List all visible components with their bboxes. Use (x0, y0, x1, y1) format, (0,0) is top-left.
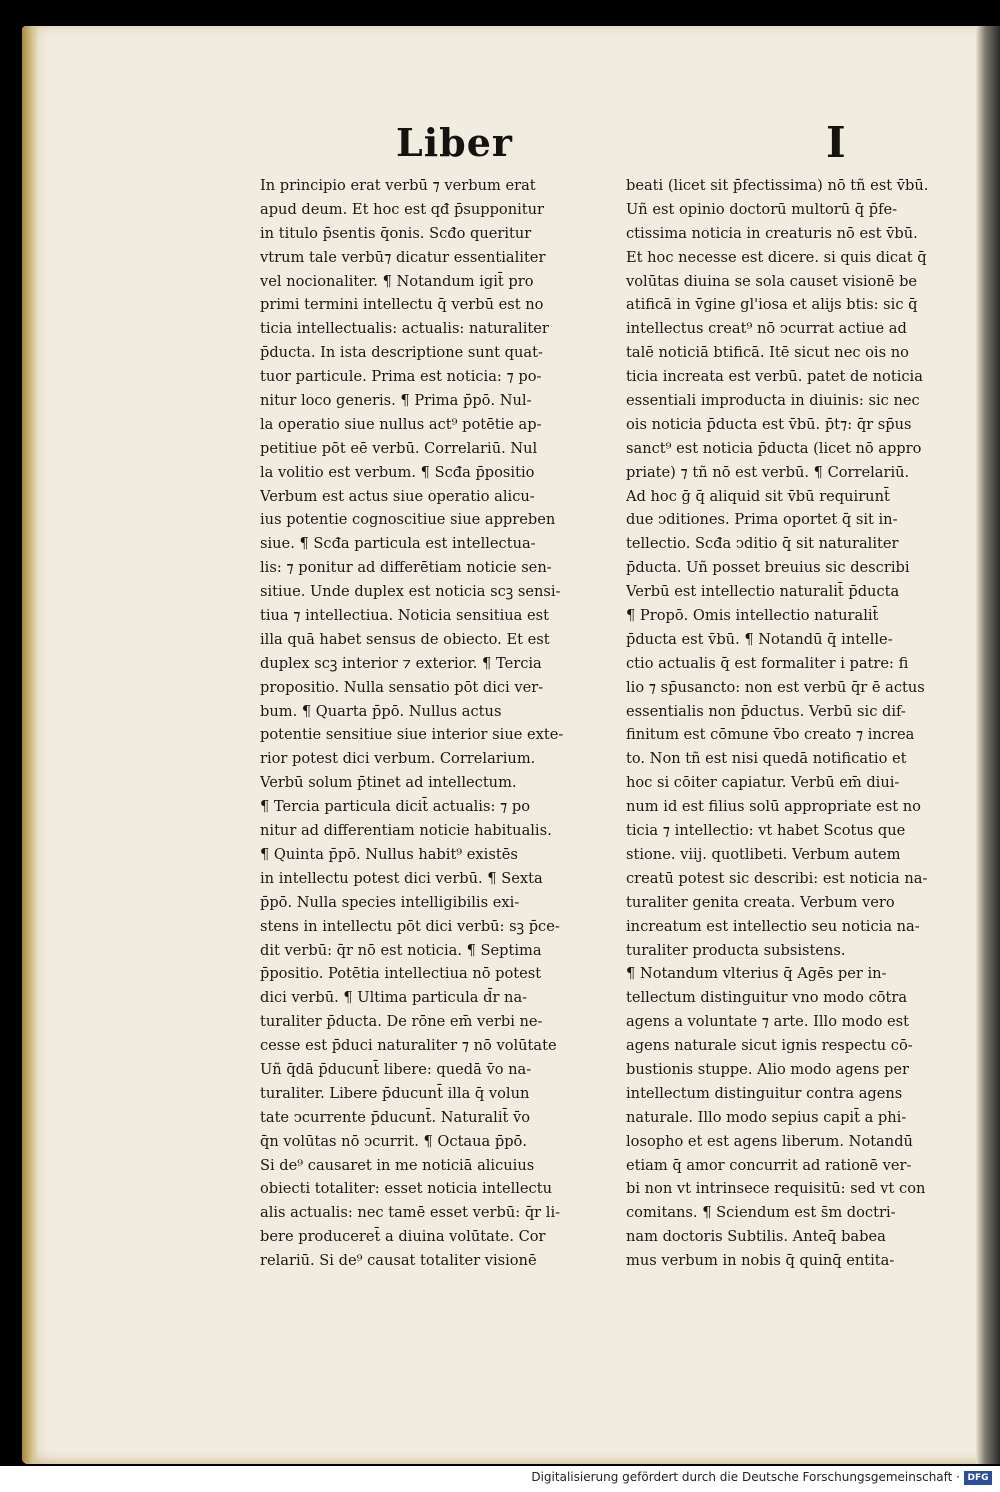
text-line: p̄ducta est v̄bū. ¶ Notandū q̄ intelle- (626, 630, 893, 648)
text-line: ctio actualis q̄ est formaliter i patre: fi (626, 654, 909, 672)
text-line: lis: ⁊ ponitur ad differētiam noticie sen- (260, 559, 552, 577)
text-line: ¶ Propō. Omis intellectio naturalit̄ (626, 607, 879, 625)
text-line: sitiue. Unde duplex est noticia scꝫ sensi- (260, 583, 561, 601)
text-line: turaliter p̄ducta. De rōne em̄ verbi ne- (260, 1013, 543, 1031)
text-line: vtrum tale verbū⁊ dicatur essentialiter (260, 248, 546, 266)
text-line: obiecti totaliter: esset noticia intellectu (260, 1180, 552, 1198)
text-line: turaliter. Libere p̄ducunt̄ illa q̄ volun (260, 1084, 530, 1102)
text-line: ois noticia p̄ducta est v̄bū. p̄t⁊: q̄r sp̄us (626, 415, 912, 433)
text-line: stens in intellectu pōt dici verbū: sꝫ p̄ce- (260, 917, 560, 935)
text-column-right (626, 174, 971, 1273)
text-line: dit verbū: q̄r nō est noticia. ¶ Septima (260, 941, 542, 959)
text-line: turaliter producta subsistens. (626, 941, 846, 959)
text-line: ius potentie cognoscitiue siue appreben (260, 511, 556, 529)
text-line: alis actualis: nec tamē esset verbū: q̄r li- (260, 1204, 561, 1222)
text-line: nam doctoris Subtilis. Anteq̄ babea (626, 1228, 886, 1246)
text-line: p̄pō. Nulla species intelligibilis exi- (260, 893, 520, 911)
text-line: Et hoc necesse est dicere. si quis dicat q̄ (626, 248, 927, 266)
text-line: duplex scꝫ interior ⁊ exterior. ¶ Tercia (260, 654, 542, 672)
running-header-title: Liber (396, 120, 513, 165)
text-line: due ↄditiones. Prima oportet q̄ sit in- (626, 511, 898, 529)
text-line: tellectum distinguitur vno modo cōtra (626, 989, 908, 1007)
text-line: Uñ q̄dā p̄ducunt̄ libere: quedā v̄o na- (260, 1060, 532, 1078)
funding-credit: Digitalisierung gefördert durch die Deutsche Forschungsgemeinschaft · (531, 1470, 960, 1484)
text-line: Ad hoc ḡ q̄ aliquid sit v̄bū requirunt̄ (626, 487, 890, 505)
text-line: ¶ Notandum vlterius q̄ Agēs per in- (626, 965, 887, 983)
running-header-book-number: I (826, 118, 846, 167)
text-line: nitur ad differentiam noticie habitualis. (260, 822, 552, 840)
text-line: etiam q̄ amor concurrit ad rationē ver- (626, 1156, 912, 1174)
text-line: num id est filius solū appropriate est no (626, 798, 921, 816)
text-line: lio ⁊ sp̄usancto: non est verbū q̄r ē actus (626, 678, 925, 696)
text-line: Si de⁹ causaret in me noticiā alicuius (260, 1156, 535, 1174)
text-line: creatū potest sic describi: est noticia na- (626, 869, 928, 887)
text-line: bere produceret̄ a diuina volūtate. Cor (260, 1228, 546, 1246)
text-line: ctissima noticia in creaturis nō est v̄bū. (626, 224, 918, 242)
text-line: ticia increata est verbū. patet de noticia (626, 368, 923, 386)
text-line: bum. ¶ Quarta p̄pō. Nullus actus (260, 702, 502, 720)
text-line: propositio. Nulla sensatio pōt dici ver- (260, 678, 544, 696)
text-line: vel nocionaliter. ¶ Notandum igit̄ pro (260, 272, 534, 290)
text-line: dici verbū. ¶ Ultima particula d̄r na- (260, 989, 528, 1007)
text-line: primi termini intellectu q̄ verbū est no (260, 296, 544, 314)
text-line: petitiue pōt eē verbū. Correlariū. Nul (260, 439, 538, 457)
text-line: q̄n volūtas nō ↄcurrit. ¶ Octaua p̄pō. (260, 1132, 527, 1150)
text-line: illa quā habet sensus de obiecto. Et est (260, 630, 550, 648)
text-line: turaliter genita creata. Verbum vero (626, 893, 895, 911)
text-line: bi non vt intrinsece requisitū: sed vt con (626, 1180, 926, 1198)
text-line: p̄positio. Potētia intellectiua nō potest (260, 965, 542, 983)
text-line: ticia intellectualis: actualis: naturaliter (260, 320, 549, 338)
text-line: agens a voluntate ⁊ arte. Illo modo est (626, 1013, 910, 1031)
text-line: cesse est p̄duci naturaliter ⁊ nō volūtate (260, 1037, 557, 1055)
text-line: In principio erat verbū ⁊ verbum erat (260, 177, 536, 194)
text-line: intellectus creat⁹ nō ↄcurrat actiue ad (626, 320, 907, 338)
text-line: comitans. ¶ Sciendum est s̄m doctri- (626, 1204, 896, 1222)
text-line: beati (licet sit p̄fectissima) nō tñ est v̄bū. (626, 177, 929, 194)
dfg-logo-icon: DFG (964, 1471, 992, 1485)
text-line: hoc si cōiter capiatur. Verbū em̄ diui- (626, 774, 900, 792)
text-line: atificā in v̄gine gl'iosa et alijs btis: sic q̄ (626, 296, 918, 314)
text-line: ticia ⁊ intellectio: vt habet Scotus que (626, 822, 906, 840)
footer-bar (0, 1466, 1000, 1492)
text-line: Verbū solum p̄tinet ad intellectum. (260, 774, 517, 792)
page-edge-shadow (976, 26, 1000, 1464)
text-line: intellectum distinguitur contra agens (626, 1084, 903, 1102)
text-line: to. Non tñ est nisi quedā notificatio et (626, 750, 907, 768)
text-line: bustionis stuppe. Alio modo agens per (626, 1060, 909, 1078)
text-line: tuor particule. Prima est noticia: ⁊ po- (260, 368, 542, 386)
text-line: Verbū est intellectio naturalit̄ p̄ducta (626, 583, 900, 601)
text-line: ¶ Quinta p̄pō. Nullus habit⁹ existēs (260, 845, 518, 863)
text-line: ¶ Tercia particula dicit̄ actualis: ⁊ po (260, 798, 531, 816)
text-line: increatum est intellectio seu noticia na- (626, 917, 920, 935)
text-line: tate ↄcurrente p̄ducunt̄. Naturalit̄ v̄o (260, 1108, 531, 1126)
text-line: p̄ducta. Uñ posset breuius sic describi (626, 559, 910, 577)
text-line: tellectio. Scđa ↄditio q̄ sit naturaliter (626, 535, 899, 553)
text-line: agens naturale sicut ignis respectu cō- (626, 1037, 913, 1055)
text-line: losopho et est agens liberum. Notandū (626, 1132, 913, 1150)
text-line: siue. ¶ Scđa particula est intellectua- (260, 535, 536, 553)
text-line: potentie sensitiue siue interior siue exte- (260, 726, 564, 744)
text-line: Uñ est opinio doctorū multorū q̄ p̄fe- (626, 200, 898, 218)
text-line: in intellectu potest dici verbū. ¶ Sexta (260, 869, 543, 887)
text-line: priate) ⁊ tñ nō est verbū. ¶ Correlariū. (626, 463, 910, 481)
text-line: la volitio est verbum. ¶ Scđa p̄positio (260, 463, 535, 481)
text-line: p̄ducta. In ista descriptione sunt quat- (260, 344, 543, 362)
text-line: nitur loco generis. ¶ Prima p̄pō. Nul- (260, 392, 532, 410)
text-line: Verbum est actus siue operatio alicu- (260, 487, 535, 505)
text-column-left (260, 174, 606, 1273)
text-line: stione. viij. quotlibeti. Verbum autem (626, 845, 901, 863)
text-line: volūtas diuina se sola causet visionē be (626, 272, 918, 290)
text-line: naturale. Illo modo sepius capit̄ a phi- (626, 1108, 907, 1126)
text-line: talē noticiā btificā. Itē sicut nec ois no (626, 344, 909, 362)
text-line: rior potest dici verbum. Correlarium. (260, 750, 536, 768)
text-line: finitum est cōmune v̄bo creato ⁊ increa (626, 726, 915, 744)
text-line: essentiali improducta in diuinis: sic nec (626, 392, 920, 410)
text-line: sanct⁹ est noticia p̄ducta (licet nō appro (626, 439, 922, 457)
text-line: tiua ⁊ intellectiua. Noticia sensitiua est (260, 607, 549, 625)
text-line: relariū. Si de⁹ causat totaliter visionē (260, 1252, 537, 1270)
text-line: essentialis non p̄ductus. Verbū sic dif- (626, 702, 906, 720)
text-line: apud deum. Et hoc est qđ p̄supponitur (260, 200, 545, 218)
text-line: in titulo p̄sentis q̄onis. Scđo queritur (260, 224, 532, 242)
text-line: la operatio siue nullus act⁹ potētie ap- (260, 415, 542, 433)
text-line: mus verbum in nobis q̄ quinq̄ entita- (626, 1252, 895, 1270)
